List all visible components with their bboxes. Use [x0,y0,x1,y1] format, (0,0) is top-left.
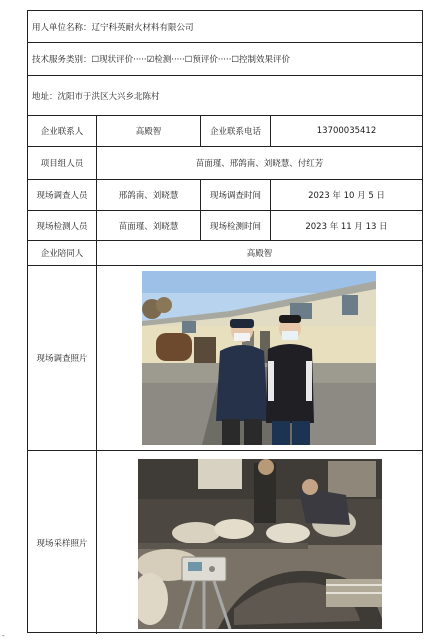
sampling-photo [138,459,382,629]
edge-mark: - [2,632,5,640]
test-time-value: 2023 年 11 月 13 日 [270,211,422,240]
survey-staff-value: 邢鸽南、刘晓慧 [96,180,200,210]
team-label: 项目组人员 [40,159,84,169]
test-row [28,211,422,241]
team-value: 苗面瑾、邢鸽南、刘晓慧、付红芳 [96,147,422,179]
team-row [28,147,422,180]
phone-label: 企业联系电话 [200,116,270,146]
survey-photo [142,271,376,445]
survey-staff-label: 现场调查人员 [36,191,88,201]
address: 地址：沈阳市于洪区大兴乡北陈村 [32,91,160,102]
escort-value: 高殿智 [96,241,422,265]
survey-row [28,180,422,211]
test-time-label: 现场检测时间 [200,211,270,240]
user-unit-name: 用人单位名称：辽宁科英耐火材料有限公司 [32,22,194,33]
sampling-photo-row [28,451,422,634]
escort-row [28,241,422,266]
sampling-photo-label: 现场采样照片 [36,538,88,549]
contact-row [28,116,422,147]
service-type-row [28,43,422,76]
test-staff-value: 苗面瑾、刘晓慧 [96,211,200,240]
escort-label: 企业陪同人 [40,249,84,259]
survey-time-label: 现场调查时间 [200,180,270,210]
service-type: 技术服务类别：☐现状评价·····☑检测·····☐预评价·····☐控制效果评价 [32,55,291,65]
phone-value: 13700035412 [270,116,422,146]
service-record-form [27,10,423,633]
contact-value: 高殿智 [96,116,200,146]
user-unit-row [28,11,422,43]
survey-time-value: 2023 年 10 月 5 日 [270,180,422,210]
contact-label: 企业联系人 [40,127,84,137]
survey-photo-row [28,266,422,451]
test-staff-label: 现场检测人员 [36,221,88,232]
survey-photo-label: 现场调查照片 [36,354,88,364]
address-row [28,76,422,116]
